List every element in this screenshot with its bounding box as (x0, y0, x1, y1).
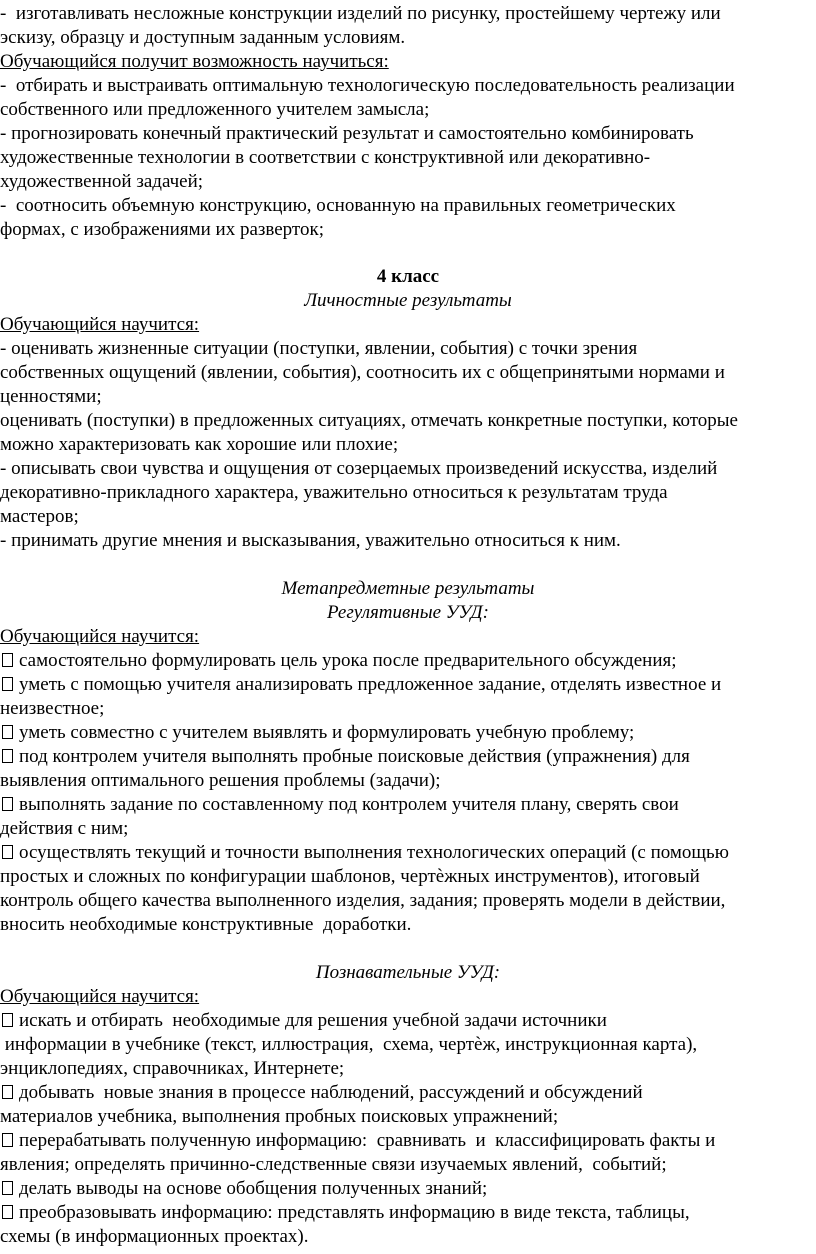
list-item: преобразовывать информацию: представлять информацию в виде текста, таблицы, (0, 1201, 690, 1225)
list-item: перерабатывать полученную информацию: сравнивать и классифицировать факты и (0, 1129, 715, 1153)
list-item: под контролем учителя выполнять пробные поисковые действия (упражнения) для (0, 745, 690, 769)
text-line: формах, с изображениями их разверток; (0, 219, 324, 240)
list-item: искать и отбирать необходимые для решения учебной задачи источники (0, 1009, 607, 1033)
text-line: информации в учебнике (текст, иллюстрация, схема, чертѐж, инструкционная карта), (0, 1034, 698, 1055)
subsection-title: Метапредметные результаты (281, 578, 535, 599)
text-line: художественные технологии в соответствии с конструктивной или декоративно- (0, 147, 651, 168)
checkbox-bullet-icon (2, 1013, 13, 1027)
subsection-title: Познавательные УУД: (315, 962, 501, 983)
text-line: - соотносить объемную конструкцию, основанную на правильных геометрических (0, 195, 676, 216)
text-line: собственных ощущений (явлении, события), соотносить их с общепринятыми нормами и (0, 362, 725, 383)
list-item: выполнять задание по составленному под контролем учителя плану, сверять свои (0, 793, 679, 817)
checkbox-bullet-icon (2, 845, 13, 859)
text-line: собственного или предложенного учителем замысла; (0, 99, 430, 120)
checkbox-bullet-icon (2, 1133, 13, 1147)
checkbox-bullet-icon (2, 749, 13, 763)
text-line: можно характеризовать как хорошие или плохие; (0, 434, 399, 455)
text-line: эскизу, образцу и доступным заданным условиям. (0, 27, 406, 48)
text-line: простых и сложных по конфигурации шаблонов, чертѐжных инструментов), итоговый (0, 866, 700, 887)
text-line: оценивать (поступки) в предложенных ситуациях, отмечать конкретные поступки, которые (0, 410, 738, 431)
checkbox-bullet-icon (2, 653, 13, 667)
list-item: уметь с помощью учителя анализировать предложенное задание, отделять известное и (0, 673, 721, 697)
section-heading: Обучающийся научится: (0, 986, 200, 1007)
checkbox-bullet-icon (2, 1181, 13, 1195)
list-item: осуществлять текущий и точности выполнения технологических операций (с помощью (0, 841, 729, 865)
text-line: материалов учебника, выполнения пробных поисковых упражнений; (0, 1106, 559, 1127)
text-line: - принимать другие мнения и высказывания, уважительно относиться к ним. (0, 530, 621, 551)
text-line: энциклопедиях, справочниках, Интернете; (0, 1058, 345, 1079)
subsection-title: Личностные результаты (304, 290, 512, 311)
text-line: ценностями; (0, 386, 102, 407)
text-line: действия с ним; (0, 818, 129, 839)
text-line: - изготавливать несложные конструкции изделий по рисунку, простейшему чертежу или (0, 3, 721, 24)
text-line: - отбирать и выстраивать оптимальную технологическую последовательность реализации (0, 75, 735, 96)
text-line: мастеров; (0, 506, 79, 527)
checkbox-bullet-icon (2, 797, 13, 811)
section-heading: Обучающийся получит возможность научиться: (0, 51, 389, 72)
list-item: уметь совместно с учителем выявлять и формулировать учебную проблему; (0, 721, 634, 745)
list-item: добывать новые знания в процессе наблюдений, рассуждений и обсуждений (0, 1081, 643, 1105)
checkbox-bullet-icon (2, 677, 13, 691)
checkbox-bullet-icon (2, 1205, 13, 1219)
text-line: декоративно-прикладного характера, уважительно относиться к результатам труда (0, 482, 668, 503)
text-line: неизвестное; (0, 698, 105, 719)
text-line: - оценивать жизненные ситуации (поступки, явлении, события) с точки зрения (0, 338, 638, 359)
section-heading: Обучающийся научится: (0, 314, 200, 335)
text-line: - прогнозировать конечный практический результат и самостоятельно комбинировать (0, 123, 694, 144)
text-line: явления; определять причинно-следственные связи изучаемых явлений, событий; (0, 1154, 667, 1175)
checkbox-bullet-icon (2, 725, 13, 739)
text-line: вносить необходимые конструктивные доработки. (0, 914, 412, 935)
text-line: контроль общего качества выполненного изделия, задания; проверять модели в действии, (0, 890, 726, 911)
subsection-title: Регулятивные УУД: (327, 602, 489, 623)
list-item: делать выводы на основе обобщения полученных знаний; (0, 1177, 487, 1201)
list-item: самостоятельно формулировать цель урока после предварительного обсуждения; (0, 649, 677, 673)
text-line: выявления оптимального решения проблемы (задачи); (0, 770, 441, 791)
text-line: схемы (в информационных проектах). (0, 1226, 309, 1247)
checkbox-bullet-icon (2, 1085, 13, 1099)
section-heading: Обучающийся научится: (0, 626, 200, 647)
text-line: - описывать свои чувства и ощущения от созерцаемых произведений искусства, изделий (0, 458, 718, 479)
text-line: художественной задачей; (0, 171, 204, 192)
grade-heading: 4 класс (376, 266, 440, 287)
